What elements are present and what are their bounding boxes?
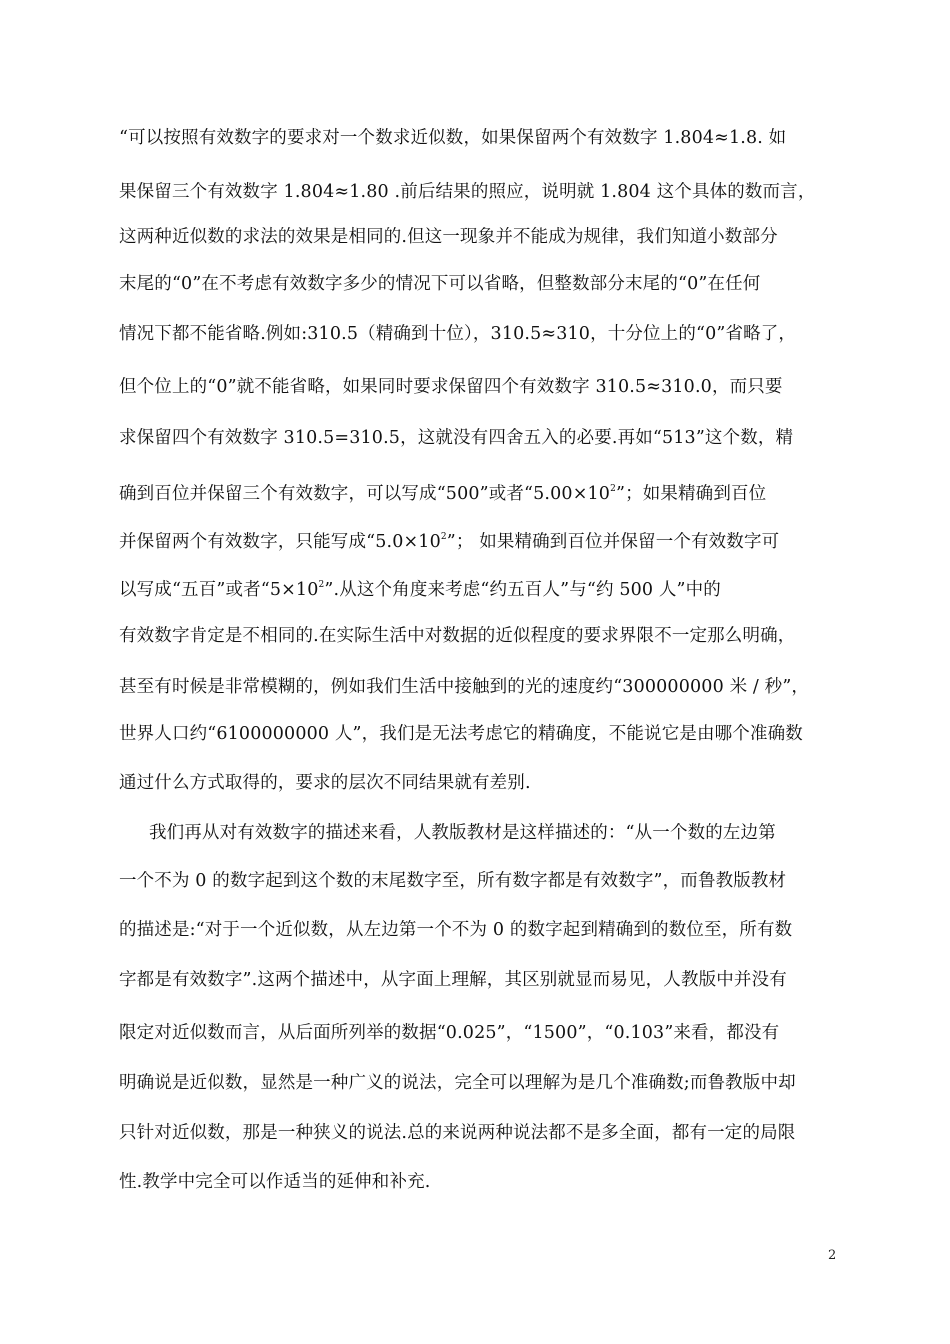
text-segment: 确到百位并保留三个有效数字，可以写成“500”或者“5.00×10	[119, 484, 611, 504]
text-line: 字都是有效数字”.这两个描述中，从字面上理解，其区别就显而易见，人教版中并没有	[119, 970, 787, 990]
text-segment: ”；如果精确到百位	[615, 484, 767, 504]
text-line: 只针对近似数，那是一种狭义的说法.总的来说两种说法都不是多全面，都有一定的局限	[119, 1123, 796, 1143]
text-line: 有效数字肯定是不相同的.在实际生活中对数据的近似程度的要求界限不一定那么明确，	[119, 626, 796, 646]
text-line: 求保留四个有效数字 310.5=310.5，这就没有四舍五入的必要.再如“513”这个数，精	[119, 428, 794, 448]
text-line: 甚至有时候是非常模糊的，例如我们生活中接触到的光的速度约“300000000 米 / 秒”，	[119, 677, 810, 697]
superscript: 2	[318, 580, 325, 590]
text-line: 明确说是近似数，显然是一种广义的说法，完全可以理解为是几个准确数;而鲁教版中却	[119, 1073, 796, 1093]
superscript: 2	[610, 484, 616, 494]
text-line: 限定对近似数而言，从后面所列举的数据“0.025”，“1500”，“0.103”来看，都没有	[119, 1023, 780, 1043]
text-line	[119, 477, 766, 506]
text-line: 世界人口约“6100000000 人”，我们是无法考虑它的精确度，不能说它是由哪个准确数	[119, 724, 803, 744]
text-line	[119, 525, 779, 554]
text-line: 我们再从对有效数字的描述来看，人教版教材是这样描述的：“从一个数的左边第	[149, 823, 776, 843]
text-segment: 并保留两个有效数字，只能写成“5.0×10	[119, 532, 441, 552]
text-line: 通过什么方式取得的，要求的层次不同结果就有差别.	[119, 773, 531, 793]
text-line: 但个位上的“0”就不能省略，如果同时要求保留四个有效数字 310.5≈310.0，而只要	[119, 377, 783, 397]
text-line: 的描述是:“对于一个近似数，从左边第一个不为 0 的数字起到精确到的数位至，所有数	[119, 920, 793, 940]
text-line: “可以按照有效数字的要求对一个数求近似数，如果保留两个有效数字 1.804≈1.8. 如	[119, 128, 787, 148]
text-line	[119, 573, 721, 602]
text-segment: ”.从这个角度来考虑“约五百人”与“约 500 人”中的	[324, 580, 721, 600]
text-line: 一个不为 0 的数字起到这个数的末尾数字至，所有数字都是有效数字”，而鲁教版教材	[119, 871, 787, 891]
text-segment: ”； 如果精确到百位并保留一个有效数字可	[446, 532, 780, 552]
text-line: 果保留三个有效数字 1.804≈1.80 .前后结果的照应，说明就 1.804 这个具体的数而言，	[119, 182, 816, 202]
text-line: 末尾的“0”在不考虑有效数字多少的情况下可以省略，但整数部分末尾的“0”在任何	[119, 274, 761, 294]
text-line: 性.教学中完全可以作适当的延伸和补充.	[119, 1172, 431, 1192]
text-line: 这两种近似数的求法的效果是相同的.但这一现象并不能成为规律，我们知道小数部分	[119, 227, 778, 247]
superscript: 2	[440, 532, 447, 542]
text-segment: 以写成“五百”或者“5×10	[119, 580, 319, 600]
page-number: 2	[828, 1248, 837, 1263]
text-line: 情况下都不能省略.例如:310.5（精确到十位），310.5≈310，十分位上的“0”省略了，	[119, 324, 797, 344]
